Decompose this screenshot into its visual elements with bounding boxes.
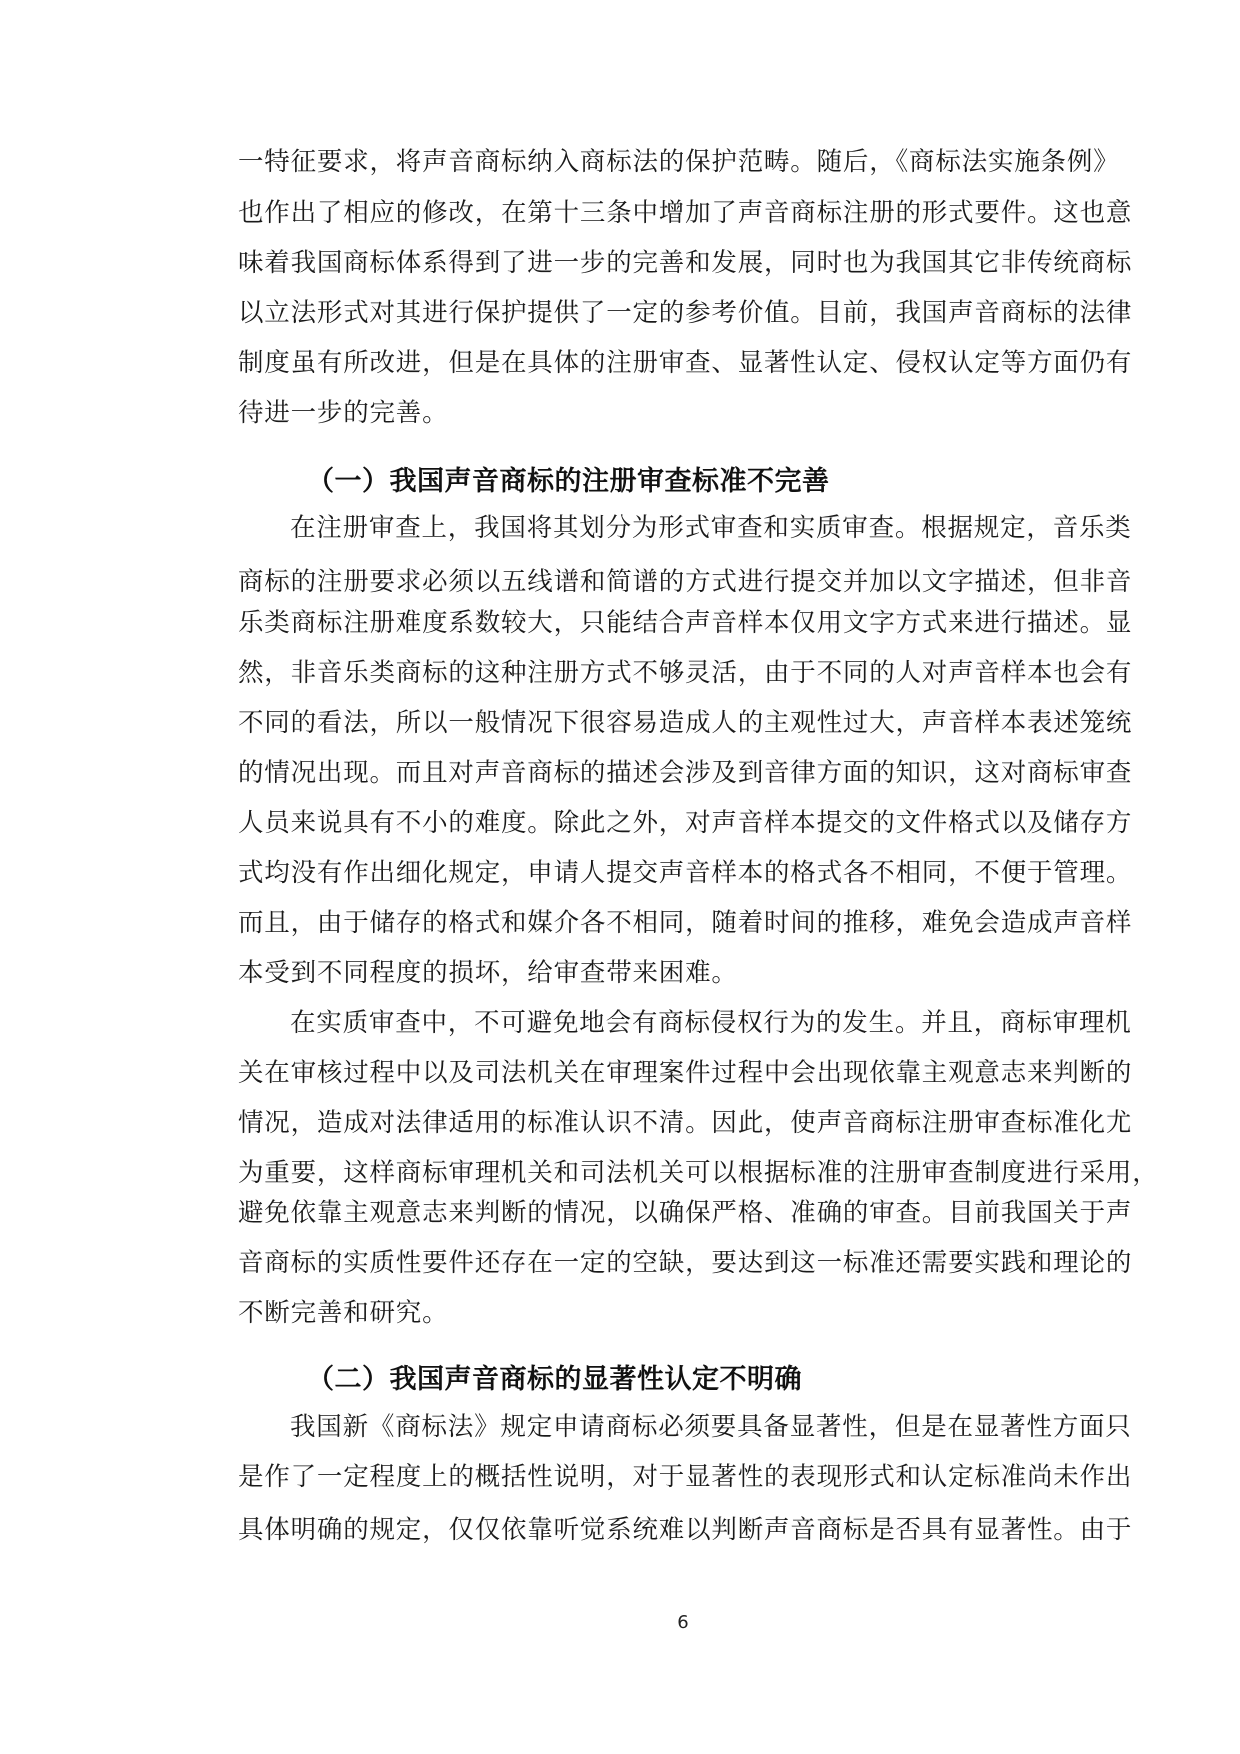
- body-line: 乐类商标注册难度系数较大，只能结合声音样本仅用文字方式来进行描述。显: [238, 608, 1133, 638]
- section-heading-2: （二）我国声音商标的显著性认定不明确: [307, 1364, 802, 1395]
- body-line: 人员来说具有不小的难度。除此之外，对声音样本提交的文件格式以及储存方: [238, 808, 1133, 838]
- body-line: 在注册审查上，我国将其划分为形式审查和实质审查。根据规定，音乐类: [290, 513, 1132, 543]
- body-line: 音商标的实质性要件还存在一定的空缺，要达到这一标准还需要实践和理论的: [238, 1248, 1133, 1278]
- body-line: 关在审核过程中以及司法机关在审理案件过程中会出现依靠主观意志来判断的: [238, 1058, 1133, 1088]
- body-line: 待进一步的完善。: [238, 398, 449, 428]
- body-line: 以立法形式对其进行保护提供了一定的参考价值。目前，我国声音商标的法律: [238, 298, 1133, 328]
- page-number: 6: [677, 1612, 689, 1633]
- body-line: 制度虽有所改进，但是在具体的注册审查、显著性认定、侵权认定等方面仍有: [238, 348, 1133, 378]
- body-line: 不同的看法，所以一般情况下很容易造成人的主观性过大，声音样本表述笼统: [238, 708, 1133, 738]
- body-line: 在实质审查中，不可避免地会有商标侵权行为的发生。并且，商标审理机: [290, 1008, 1132, 1038]
- body-line: 的情况出现。而且对声音商标的描述会涉及到音律方面的知识，这对商标审查: [238, 758, 1133, 788]
- body-line: 不断完善和研究。: [238, 1298, 449, 1328]
- body-line: 避免依靠主观意志来判断的情况，以确保严格、准确的审查。目前我国关于声: [238, 1198, 1133, 1228]
- body-line: 味着我国商标体系得到了进一步的完善和发展，同时也为我国其它非传统商标: [238, 248, 1133, 278]
- body-line: 也作出了相应的修改，在第十三条中增加了声音商标注册的形式要件。这也意: [238, 198, 1133, 228]
- body-line: 具体明确的规定，仅仅依靠听觉系统难以判断声音商标是否具有显著性。由于: [238, 1515, 1133, 1545]
- body-line: 然，非音乐类商标的这种注册方式不够灵活，由于不同的人对声音样本也会有: [238, 658, 1133, 688]
- body-line: 而且，由于储存的格式和媒介各不相同，随着时间的推移，难免会造成声音样: [238, 908, 1133, 938]
- body-line: 式均没有作出细化规定，申请人提交声音样本的格式各不相同，不便于管理。: [238, 858, 1133, 888]
- body-line: 我国新《商标法》规定申请商标必须要具备显著性，但是在显著性方面只: [290, 1412, 1132, 1442]
- body-line: 是作了一定程度上的概括性说明，对于显著性的表现形式和认定标准尚未作出: [238, 1462, 1133, 1492]
- body-line: 为重要，这样商标审理机关和司法机关可以根据标准的注册审查制度进行采用，: [238, 1158, 1159, 1188]
- body-line: 本受到不同程度的损坏，给审查带来困难。: [238, 958, 738, 988]
- body-line: 商标的注册要求必须以五线谱和简谱的方式进行提交并加以文字描述，但非音: [238, 567, 1133, 597]
- body-line: 一特征要求，将声音商标纳入商标法的保护范畴。随后，《商标法实施条例》: [238, 147, 1120, 177]
- section-heading-1: （一）我国声音商标的注册审查标准不完善: [307, 466, 830, 497]
- body-line: 情况，造成对法律适用的标准认识不清。因此，使声音商标注册审查标准化尤: [238, 1108, 1133, 1138]
